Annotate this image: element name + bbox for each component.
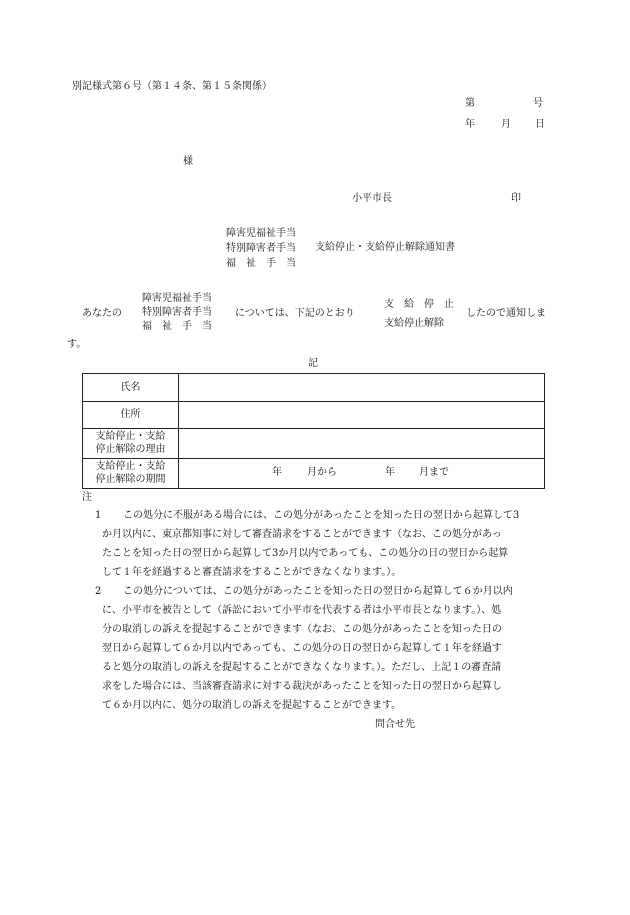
- label-line: 支給停止・支給: [95, 431, 166, 442]
- issuer-name: 小平市長: [352, 193, 392, 204]
- table-divider: [178, 374, 179, 488]
- label-line: 停止解除の理由: [95, 444, 166, 455]
- note-line: に、小平市を被告として（訴訟において小平市を代表する者は小平市長となります。）、処: [102, 605, 502, 616]
- doc-no-dai: 第: [465, 98, 475, 109]
- body-anata-no: あなたの: [82, 308, 122, 319]
- body-action: 支給停止解除: [384, 318, 444, 329]
- body-actions: [384, 295, 454, 333]
- table-rule: [83, 458, 544, 459]
- row-label-name: [83, 381, 178, 394]
- note-line: 翌日から起算して６か月以内であっても、この処分の日の翌日から起算して１年を経過す: [102, 643, 502, 654]
- body-ni-tsuite: については、下記のとおり: [235, 308, 355, 319]
- title-allowance: 福 祉 手 当: [226, 258, 296, 269]
- note-line: 求をした場合には、当該審査請求に対する裁決があったことを知った日の翌日から起算し: [102, 681, 502, 692]
- body-allowances: [142, 292, 212, 334]
- title-allowances: [226, 226, 296, 271]
- date-month: 月: [501, 119, 511, 130]
- note-line: か月以内に、東京都知事に対して審査請求をすることができます（なお、この処分があっ: [102, 529, 502, 540]
- body-shita-node: したので通知しま: [466, 308, 546, 319]
- note-1: [95, 506, 551, 582]
- note-number: 1: [95, 510, 102, 521]
- ki-heading: 記: [308, 358, 318, 369]
- period-to-year: 年: [385, 467, 395, 478]
- note-line: この処分については、この処分があったことを知った日の翌日から起算して６か月以内: [113, 586, 513, 597]
- note-line: ると処分の取消しの訴えを提起することができなくなります。）。ただし、上記１の審査請: [102, 662, 502, 673]
- note-line: たことを知った日の翌日から起算して3か月以内であっても、この処分の日の翌日から起算: [102, 548, 509, 559]
- table-rule: [83, 428, 544, 429]
- addressee-suffix: 様: [183, 156, 193, 167]
- notes-heading: 注: [82, 492, 92, 503]
- body-action: 支 給 停 止: [384, 299, 454, 310]
- note-line: この処分に不服がある場合には、この処分があったことを知った日の翌日から起算して3: [113, 510, 520, 521]
- inquiry-label: 問合せ先: [375, 719, 415, 730]
- body-allowance: 特別障害者手当: [142, 307, 212, 318]
- note-2: [95, 582, 551, 715]
- row-label-reason: [83, 430, 178, 456]
- seal-mark: 印: [511, 193, 521, 204]
- date-year: 年: [465, 119, 475, 130]
- body-su: す。: [67, 339, 87, 350]
- title-allowance: 特別障害者手当: [226, 243, 296, 254]
- body-allowance: 障害児福祉手当: [142, 293, 212, 304]
- date-day: 日: [535, 119, 545, 130]
- label-line: 住所: [120, 409, 141, 420]
- form-id: 別記様式第６号（第１４条、第１５条関係）: [72, 81, 272, 92]
- title-subject: 支給停止・支給停止解除通知書: [315, 242, 455, 253]
- period-from-year: 年: [272, 467, 282, 478]
- details-table: [82, 373, 545, 489]
- note-line: 分の取消しの訴えを提起することができます（なお、この処分があったことを知った日の: [102, 624, 502, 635]
- period-to-month: 月まで: [419, 467, 449, 478]
- period-from-month: 月から: [307, 467, 337, 478]
- doc-no-go: 号: [533, 98, 543, 109]
- label-line: 停止解除の期間: [95, 474, 166, 485]
- row-label-address: [83, 408, 178, 421]
- note-number: 2: [95, 586, 102, 597]
- row-label-period: [83, 460, 178, 486]
- title-allowance: 障害児福祉手当: [226, 228, 296, 239]
- body-allowance: 福 祉 手 当: [142, 321, 212, 332]
- label-line: 支給停止・支給: [95, 461, 166, 472]
- label-line: 氏名: [120, 382, 141, 393]
- note-line: て６か月以内に、処分の取消しの訴えを提起することができます。: [102, 700, 402, 711]
- note-line: して１年を経過すると審査請求をすることができなくなります。）。: [102, 567, 402, 578]
- table-rule: [83, 401, 544, 402]
